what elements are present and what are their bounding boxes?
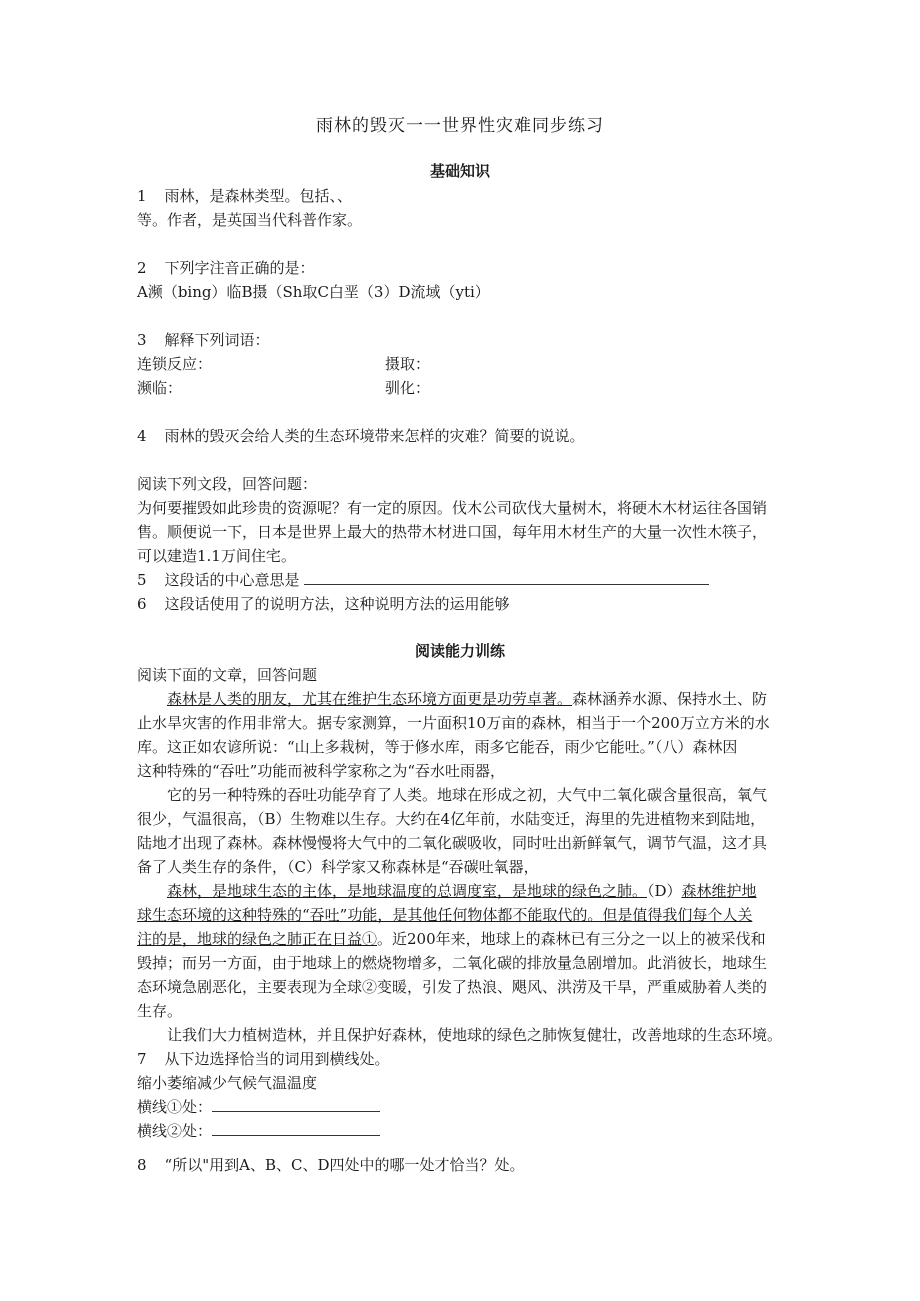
blank-1-row [137,1097,380,1117]
question-number: 7 [137,1050,147,1068]
term-chain-reaction: 连锁反应： [137,355,213,373]
question-number: 2 [137,259,147,277]
question-2-options: A濒（bing）临B摄（Sh取C白垩（3）D流域（yti） [137,283,490,301]
marker-d: （D） [647,882,682,900]
sentence-text: 森林涵养水源、保持水土、防 [572,690,768,708]
question-3 [137,330,270,350]
passage-2-line [167,689,767,709]
passage-2-line [137,929,766,949]
passage-2-line: 毁掉；而另一方面，由于地球上的燃烧物增多，二氧化碳的排放量急剧增加。此消彼长，地球生 [137,954,768,972]
question-number: 1 [137,187,147,205]
underlined-sentence: 球生态环境的这种特殊的“吞吐”功能，是其他任何物体都不能取代的。但是值得我们每个人关 [137,906,753,924]
term-absorb: 摄取： [385,355,431,373]
question-text: 从下边选择恰当的词用到横线处。 [164,1050,390,1068]
blank-2-row [137,1121,380,1141]
question-2 [137,258,315,278]
question-text: 这段话使用了的说明方法，这种说明方法的运用能够 [164,595,510,613]
passage-2-line [137,905,752,925]
question-number: 8 [137,1156,147,1174]
passage-2-line: 陆地才出现了森林。森林慢慢将大气中的二氧化碳吸收，同时吐出新鲜氧气，调节气温，这才具 [137,834,768,852]
passage-2-line: 它的另一种特殊的吞吐功能孕育了人类。地球在形成之初，大气中二氧化碳含量很高，氧气 [167,786,768,804]
passage-1-line: 售。顺便说一下，日本是世界上最大的热带木材进口国，每年用木材生产的大量一次性木筷子， [137,523,768,541]
underlined-sentence: 森林维护地 [681,882,757,900]
passage-2-line: 很少，气温很高，（B）生物难以生存。大约在4亿年前，水陆变迁，海里的先进植物来到陆地， [137,810,766,828]
question-text: 这段话的中心意思是 [164,571,300,589]
question-8 [137,1155,524,1175]
passage-1-intro: 阅读下列文段，回答问题： [137,475,318,493]
passage-1-line: 为何要摧毁如此珍贵的资源呢？有一定的原因。伐木公司砍伐大量树木，将硬木木材运往各国销 [137,499,768,517]
passage-2-line: 态环境急剧恶化，主要表现为全球②变暖，引发了热浪、飓风、洪涝及干旱，严重威胁着人类的 [137,978,768,996]
term-verge: 濒临： [137,379,183,397]
question-1 [137,186,352,206]
passage-2-line: 止水旱灾害的作用非常大。据专家测算，一片面积10万亩的森林，相当于一个200万立方米的水 [137,714,770,732]
underlined-sentence: 森林是人类的朋友，尤其在维护生态环境方面更是功劳卓著。 [167,690,573,708]
answer-blank[interactable] [304,572,709,585]
sentence-text: 。近200年来，地球上的森林已有三分之一以上的被采伐和 [377,930,766,948]
passage-2-line: 备了人类生存的条件，（C）科学家又称森林是“吞碳吐氧器， [137,858,539,876]
answer-blank[interactable] [212,1123,380,1136]
passage-2-line: 库。这正如农谚所说：“山上多栽树，等于修水库，雨多它能吞，雨少它能吐。”（八）森林因 [137,738,738,756]
blank-label: 横线①处： [137,1098,213,1116]
section-heading-basics: 基础知识 [429,162,490,180]
question-text: “所以"用到A、B、C、D四处中的哪一处才恰当？处。 [164,1156,525,1174]
underlined-sentence: 注的是，地球的绿色之肺正在日益① [137,930,378,948]
passage-2-line [167,881,757,901]
section-heading-reading: 阅读能力训练 [414,642,505,660]
question-1-line-2: 等。作者，是英国当代科普作家。 [137,211,363,229]
passage-2-intro: 阅读下面的文章，回答问题 [137,666,318,684]
term-domesticate: 驯化： [385,379,431,397]
question-text: 雨林，是森林类型。包括、、 [164,187,353,205]
answer-blank[interactable] [212,1099,380,1112]
page-title: 雨林的毁灭一一世界性灾难同步练习 [316,116,604,136]
question-5 [137,570,709,590]
passage-2-line: 这种特殊的“吞吐”功能而被科学家称之为“吞水吐雨器， [137,762,506,780]
question-number: 5 [137,571,147,589]
question-number: 6 [137,595,147,613]
question-4 [137,426,585,446]
underlined-sentence: 森林，是地球生态的主体，是地球温度的总调度室，是地球的绿色之肺。 [167,882,648,900]
word-choices: 缩小萎缩减少气候气温温度 [137,1074,318,1092]
question-text: 解释下列词语： [164,331,270,349]
question-6 [137,594,510,614]
passage-2-line: 让我们大力植树造林，并且保护好森林，使地球的绿色之肺恢复健壮，改善地球的生态环境。 [167,1026,783,1044]
question-7 [137,1049,390,1069]
question-number: 3 [137,331,147,349]
question-text: 下列字注音正确的是： [164,259,315,277]
blank-label: 横线②处： [137,1122,213,1140]
passage-2-line: 生存。 [137,1002,183,1020]
question-text: 雨林的毁灭会给人类的生态环境带来怎样的灾难？简要的说说。 [164,427,585,445]
passage-1-line: 可以建造1.1万间住宅。 [137,547,296,565]
question-number: 4 [137,427,147,445]
